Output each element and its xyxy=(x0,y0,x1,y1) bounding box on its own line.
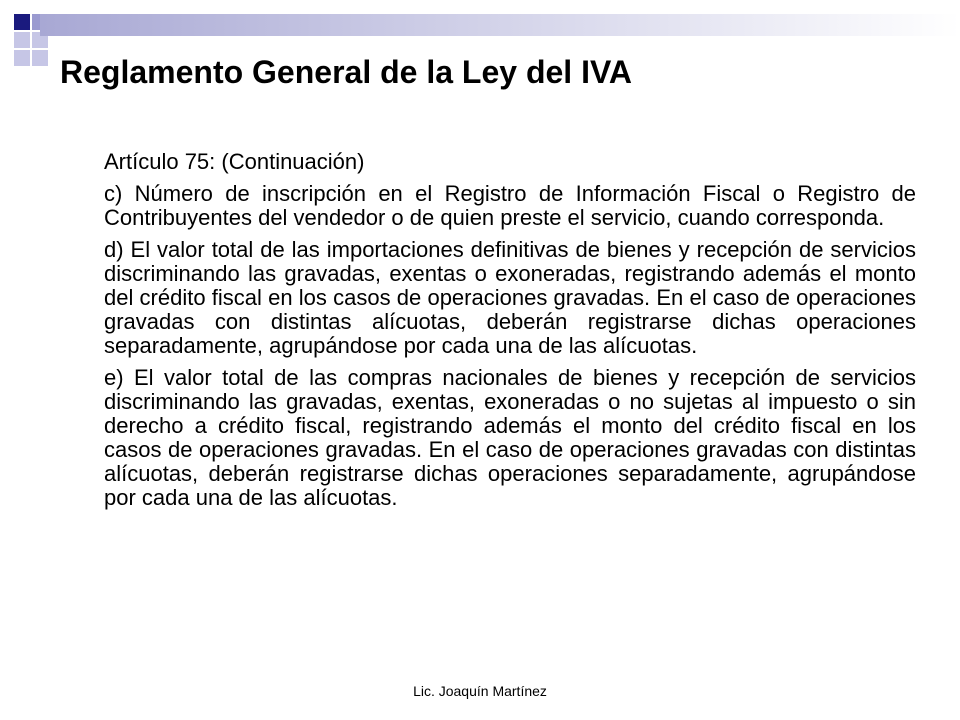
article-heading: Artículo 75: (Continuación) xyxy=(104,149,365,174)
header-gradient-bar xyxy=(40,14,960,36)
decoration-square-light xyxy=(32,50,48,66)
decoration-square-light xyxy=(14,32,30,48)
paragraph-e: e) El valor total de las compras nacionales de bienes y recepción de servicios discriminando las gravadas, exentas, exoneradas o no sujetas al impuesto o sin derecho a crédito fiscal, registrando además el monto del crédito fiscal en los casos de operaciones gravadas. En el caso de operaciones gravadas con distintas alícuotas, deberán registrarse dichas operaciones separadamente, agrupándose por cada una de las alícuotas. xyxy=(104,365,916,510)
paragraph-d: d) El valor total de las importaciones definitivas de bienes y recepción de servicios discriminando las gravadas, exentas o exoneradas, registrando además el monto del crédito fiscal en los casos de operaciones gravadas. En el caso de operaciones gravadas con distintas alícuotas, deberán registrarse dichas operaciones separadamente, agrupándose por cada una de las alícuotas. xyxy=(104,237,916,358)
slide-body xyxy=(104,150,916,518)
paragraph-c: c) Número de inscripción en el Registro de Información Fiscal o Registro de Contribuyentes del vendedor o de quien preste el servicio, cuando corresponda. xyxy=(104,181,916,230)
footer-author: Lic. Joaquín Martínez xyxy=(413,683,547,699)
decoration-square-navy xyxy=(14,14,30,30)
decoration-square-light xyxy=(14,50,30,66)
slide-title: Reglamento General de la Ley del IVA xyxy=(60,54,633,90)
